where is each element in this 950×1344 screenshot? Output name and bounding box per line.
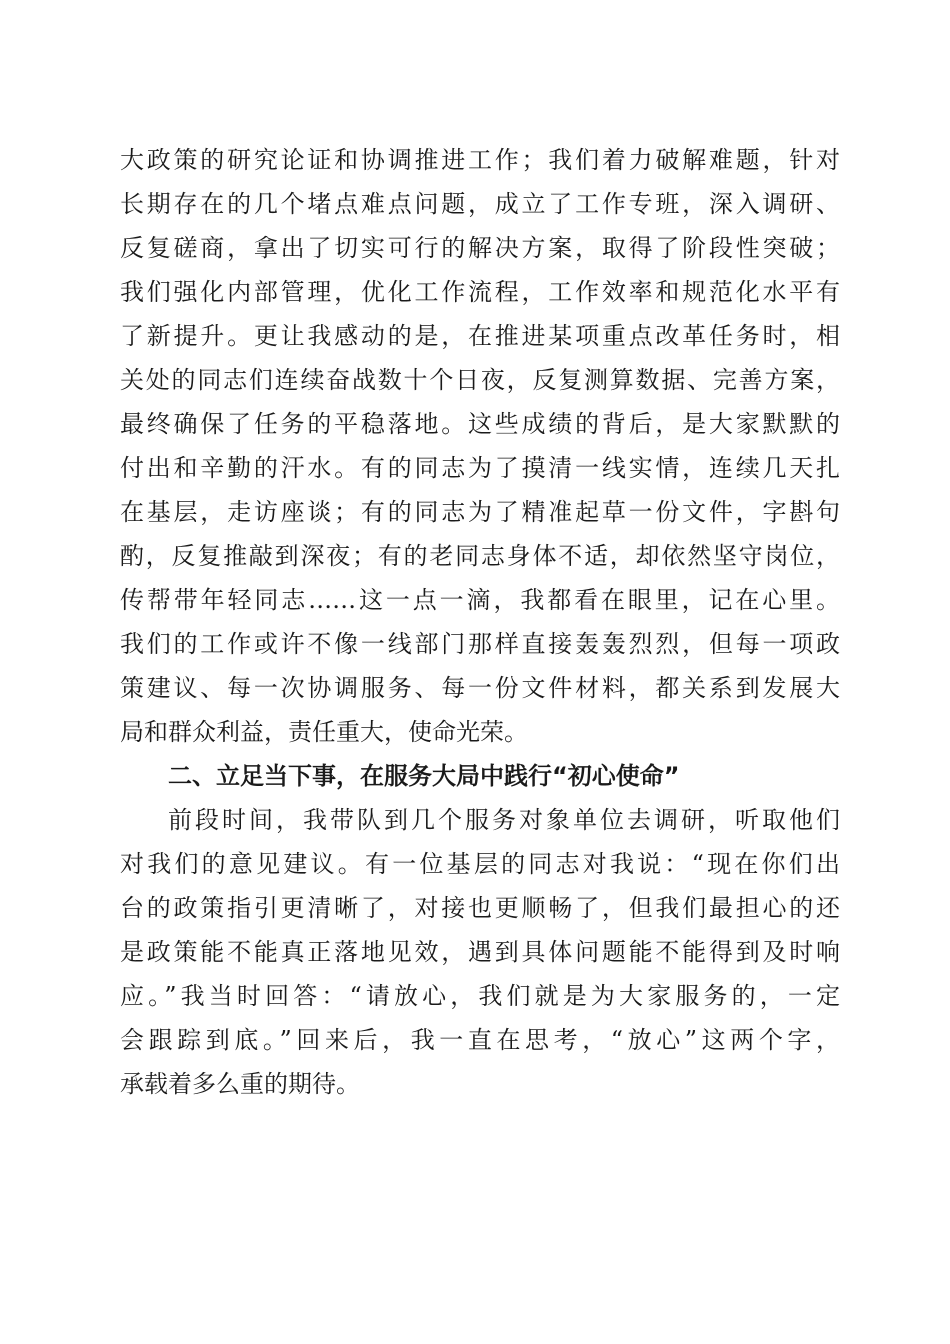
paragraph-line: 策建议、每一次协调服务、每一份文件材料，都关系到发展大 xyxy=(120,674,840,702)
paragraph-line: 最终确保了任务的平稳落地。这些成绩的背后，是大家默默的 xyxy=(120,410,840,438)
paragraph-line: 前段时间，我带队到几个服务对象单位去调研，听取他们 xyxy=(168,806,840,834)
paragraph-line: 局和群众利益，责任重大，使命光荣。 xyxy=(120,718,528,746)
paragraph-line: 付出和辛勤的汗水。有的同志为了摸清一线实情，连续几天扎 xyxy=(120,454,840,482)
paragraph-line: 我们强化内部管理，优化工作流程，工作效率和规范化水平有 xyxy=(120,278,840,306)
paragraph-line: 关处的同志们连续奋战数十个日夜，反复测算数据、完善方案， xyxy=(120,366,840,394)
paragraph-line: 了新提升。更让我感动的是，在推进某项重点改革任务时，相 xyxy=(120,322,840,350)
paragraph-line: 长期存在的几个堵点难点问题，成立了工作专班，深入调研、 xyxy=(120,190,840,218)
paragraph-line: 酌，反复推敲到深夜；有的老同志身体不适，却依然坚守岗位， xyxy=(120,542,840,570)
paragraph-line: 承载着多么重的期待。 xyxy=(120,1070,360,1098)
paragraph-line: 应。”我当时回答：“请放心，我们就是为大家服务的，一定 xyxy=(120,982,840,1010)
paragraph-line: 在基层，走访座谈；有的同志为了精准起草一份文件，字斟句 xyxy=(120,498,840,526)
paragraph-line: 反复磋商，拿出了切实可行的解决方案，取得了阶段性突破； xyxy=(120,234,840,262)
paragraph-line: 我们的工作或许不像一线部门那样直接轰轰烈烈，但每一项政 xyxy=(120,630,840,658)
paragraph-line: 对我们的意见建议。有一位基层的同志对我说：“现在你们出 xyxy=(120,850,840,878)
section-heading: 二、立足当下事，在服务大局中践行“初心使命” xyxy=(168,762,680,790)
paragraph-line: 大政策的研究论证和协调推进工作；我们着力破解难题，针对 xyxy=(120,146,840,174)
paragraph-line: 是政策能不能真正落地见效，遇到具体问题能不能得到及时响 xyxy=(120,938,840,966)
paragraph-line: 台的政策指引更清晰了，对接也更顺畅了，但我们最担心的还 xyxy=(120,894,840,922)
paragraph-line: 会跟踪到底。”回来后，我一直在思考，“放心”这两个字， xyxy=(120,1026,840,1054)
paragraph-line: 传帮带年轻同志……这一点一滴，我都看在眼里，记在心里。 xyxy=(120,586,840,614)
